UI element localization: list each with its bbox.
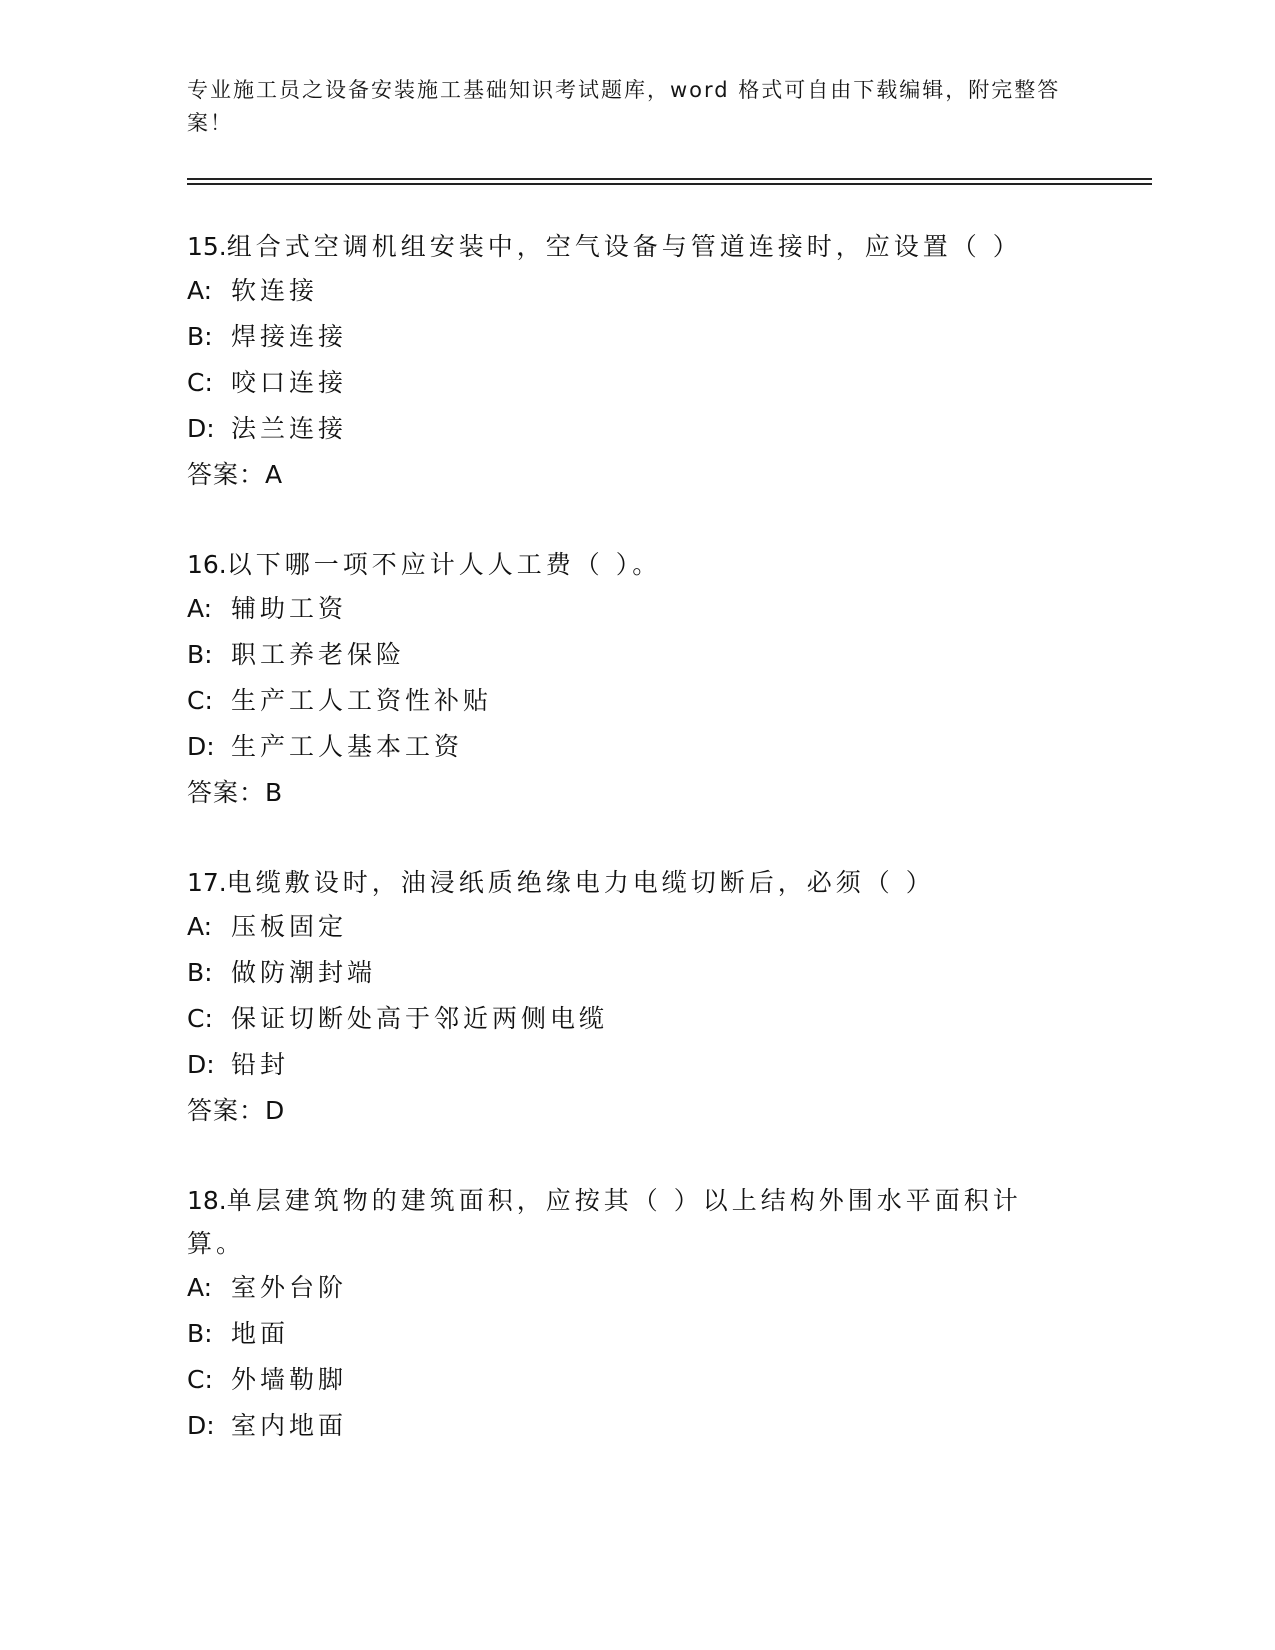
option-text: 软连接 (231, 276, 319, 305)
option-key: A: (187, 276, 213, 305)
option-a (187, 268, 1087, 314)
question-text: 单层建筑物的建筑面积，应按其（ ）以上结构外围水平面积计算。 (187, 1186, 1022, 1258)
option-b (187, 1311, 1047, 1357)
question-text: 组合式空调机组安装中，空气设备与管道连接时，应设置（ ） (226, 232, 1022, 261)
option-key: D: (187, 1411, 215, 1440)
option-d (187, 1403, 1047, 1449)
option-d (187, 724, 1087, 770)
option-text: 外墙勒脚 (231, 1365, 348, 1394)
option-key: B: (187, 640, 213, 669)
option-text: 焊接连接 (231, 322, 348, 351)
option-key: D: (187, 1050, 215, 1079)
question-text: 电缆敷设时，油浸纸质绝缘电力电缆切断后，必须（ ） (226, 868, 935, 897)
option-key: A: (187, 594, 213, 623)
option-d (187, 1042, 1087, 1088)
option-text: 铅封 (231, 1050, 290, 1079)
option-a (187, 904, 1087, 950)
question-17 (187, 861, 1087, 1134)
option-c (187, 1357, 1047, 1403)
option-key: D: (187, 414, 215, 443)
question-text: 以下哪一项不应计人人工费（ ）。 (226, 550, 662, 579)
question-stem (187, 861, 1087, 904)
question-number: 16. (187, 550, 227, 579)
question-number: 17. (187, 868, 227, 897)
option-key: C: (187, 1004, 213, 1033)
answer-line (187, 1088, 1087, 1134)
option-key: B: (187, 322, 213, 351)
option-c (187, 360, 1087, 406)
option-b (187, 314, 1087, 360)
option-text: 咬口连接 (231, 368, 348, 397)
answer-line (187, 770, 1087, 816)
question-18 (187, 1179, 1047, 1449)
question-stem (187, 543, 1087, 586)
option-c (187, 996, 1087, 1042)
answer-value: D (265, 1096, 285, 1125)
question-stem (187, 1179, 1047, 1265)
answer-label: 答案： (187, 460, 266, 489)
header-divider-bottom (187, 183, 1152, 185)
option-text: 法兰连接 (231, 414, 348, 443)
option-key: B: (187, 958, 213, 987)
option-text: 辅助工资 (231, 594, 348, 623)
option-text: 压板固定 (231, 912, 348, 941)
option-key: C: (187, 686, 213, 715)
answer-value: A (265, 460, 283, 489)
question-15 (187, 225, 1087, 498)
option-text: 职工养老保险 (231, 640, 406, 669)
document-header: 专业施工员之设备安装施工基础知识考试题库，word 格式可自由下载编辑，附完整答案！ (187, 78, 1061, 135)
option-b (187, 950, 1087, 996)
option-key: B: (187, 1319, 213, 1348)
option-a (187, 1265, 1047, 1311)
option-text: 室内地面 (231, 1411, 348, 1440)
option-text: 做防潮封端 (231, 958, 377, 987)
answer-label: 答案： (187, 778, 266, 807)
question-16 (187, 543, 1087, 816)
option-c (187, 678, 1087, 724)
option-text: 保证切断处高于邻近两侧电缆 (231, 1004, 609, 1033)
option-text: 生产工人基本工资 (231, 732, 464, 761)
option-text: 室外台阶 (231, 1273, 348, 1302)
option-key: A: (187, 1273, 213, 1302)
answer-line (187, 452, 1087, 498)
option-text: 生产工人工资性补贴 (231, 686, 493, 715)
header-divider-top (187, 178, 1152, 180)
answer-label: 答案： (187, 1096, 266, 1125)
option-key: A: (187, 912, 213, 941)
option-b (187, 632, 1087, 678)
answer-value: B (265, 778, 283, 807)
option-key: C: (187, 368, 213, 397)
option-key: C: (187, 1365, 213, 1394)
option-a (187, 586, 1087, 632)
option-key: D: (187, 732, 215, 761)
option-d (187, 406, 1087, 452)
question-stem (187, 225, 1087, 268)
question-number: 18. (187, 1186, 227, 1215)
option-text: 地面 (231, 1319, 290, 1348)
question-number: 15. (187, 232, 227, 261)
